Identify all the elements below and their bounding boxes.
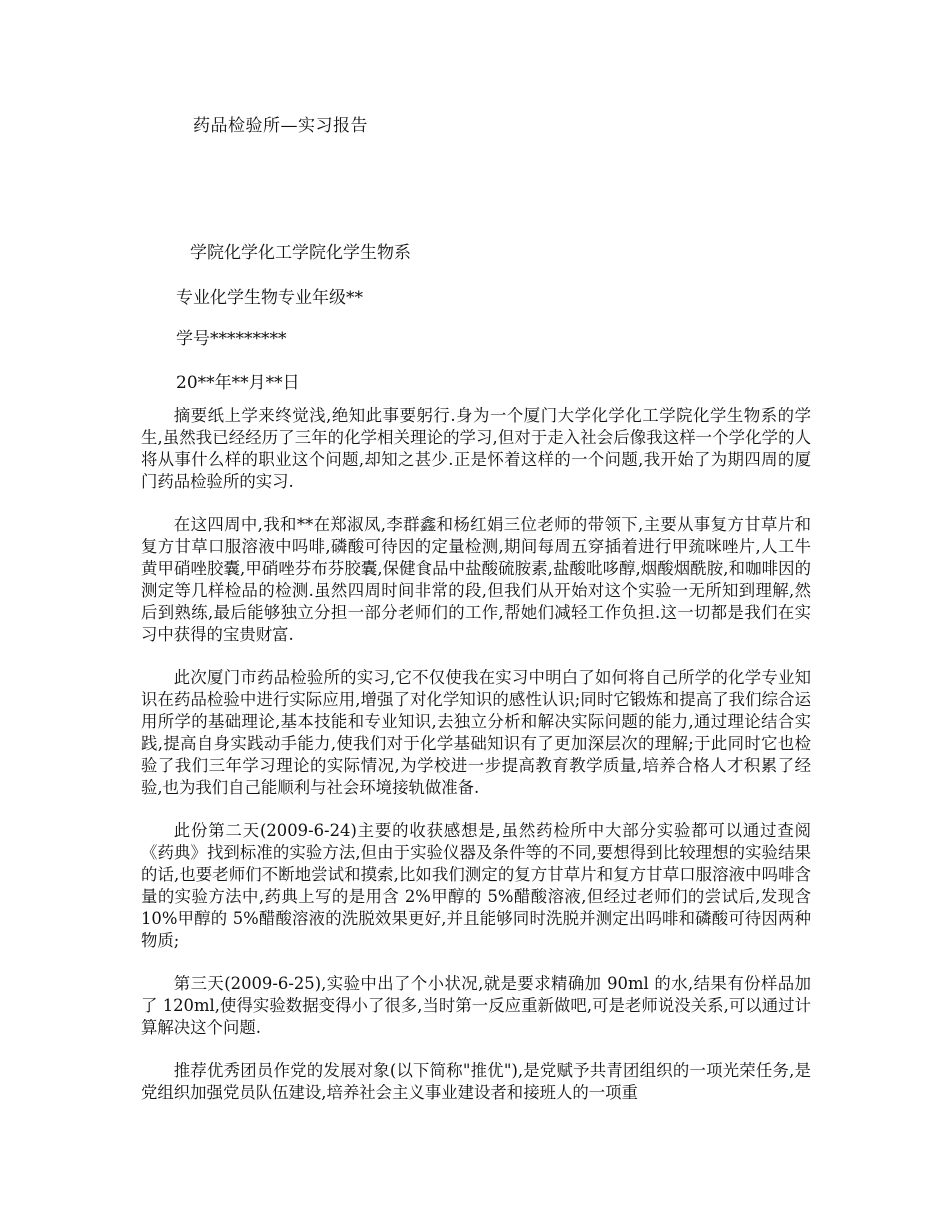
student-id-line: 学号********* [176, 329, 287, 349]
document-title: 药品检验所—实习报告 [193, 116, 368, 136]
abstract-paragraph: 摘要纸上学来终觉浅,绝知此事要躬行.身为一个厦门大学化学化工学院化学生物系的学生,虽然我已经经历了三年的化学相关理论的学习,但对于走入社会后像我这样一个学化学的人将从事什么样的职业这个问题,却知之甚少.正是怀着这样的一个问题,我开始了为期四周的厦门药品检验所的实习. [141, 406, 811, 491]
date-line: 20**年**月**日 [176, 373, 300, 393]
institution-line: 学院化学化工学院化学生物系 [190, 243, 411, 263]
major-grade-line: 专业化学生物专业年级** [176, 288, 363, 308]
day-three-paragraph: 第三天(2009-6-25),实验中出了个小状况,就是要求精确加 90ml 的水,结果有份样品加了 120ml,使得实验数据变得小了很多,当时第一反应重新做吧,可是老师说没关系,可以通过计算解决这个问题. [141, 974, 811, 1037]
internship-work-paragraph: 在这四周中,我和**在郑淑凤,李群鑫和杨红娟三位老师的带领下,主要从事复方甘草片和复方甘草口服溶液中吗啡,磷酸可待因的定量检测,期间每周五穿插着进行甲巯咪唑片,人工牛黄甲硝唑胶囊,甲硝唑芬布芬胶囊,保健食品中盐酸硫胺素,盐酸吡哆醇,烟酸烟酰胺,和咖啡因的测定等几样检品的检测.虽然四周时间非常的段,但我们从开始对这个实验一无所知到理解,然后到熟练,最后能够独立分担一部分老师们的工作,帮她们减轻工作负担.这一切都是我们在实习中获得的宝贵财富. [141, 515, 811, 644]
recommendation-paragraph: 推荐优秀团员作党的发展对象(以下简称"推优"),是党赋予共青团组织的一项光荣任务,是党组织加强党员队伍建设,培养社会主义事业建设者和接班人的一项重 [141, 1061, 811, 1102]
day-two-paragraph: 此份第二天(2009-6-24)主要的收获感想是,虽然药检所中大部分实验都可以通过查阅《药典》找到标准的实验方法,但由于实验仪器及条件等的不同,要想得到比较理想的实验结果的话,也要老师们不断地尝试和摸索,比如我们测定的复方甘草片和复方甘草口服溶液中吗啡含量的实验方法中,药典上写的是用含 2%甲醇的 5%醋酸溶液,但经过老师们的尝试后,发现含 10%甲醇的 5%醋酸溶液的洗脱效果更好,并且能够同时洗脱并测定出吗啡和磷酸可待因两种物质; [141, 821, 811, 950]
internship-value-paragraph: 此次厦门市药品检验所的实习,它不仅使我在实习中明白了如何将自己所学的化学专业知识在药品检验中进行实际应用,增强了对化学知识的感性认识;同时它锻炼和提高了我们综合运用所学的基础理论,基本技能和专业知识,去独立分析和解决实际问题的能力,通过理论结合实践,提高自身实践动手能力,使我们对于化学基础知识有了更加深层次的理解;于此同时它也检验了我们三年学习理论的实际情况,为学校进一步提高教育教学质量,培养合格人才积累了经验,也为我们自己能顺利与社会环境接轨做准备. [141, 668, 811, 797]
report-body [141, 405, 811, 1125]
